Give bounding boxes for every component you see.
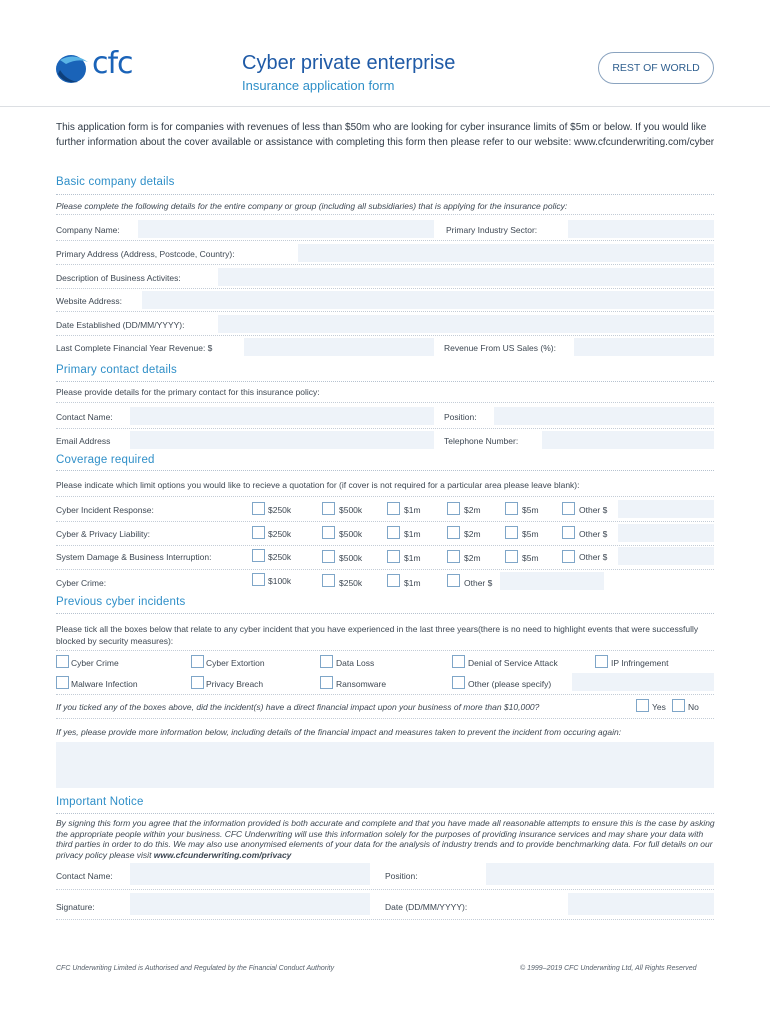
coverage-option-label: Other $ xyxy=(579,505,608,515)
coverage-option-label: $250k xyxy=(339,578,363,588)
row-rule xyxy=(56,521,714,522)
email-label: Email Address xyxy=(56,436,111,446)
section-rule xyxy=(56,613,714,614)
incident-label: Malware Infection xyxy=(71,679,138,689)
notice-body: By signing this form you agree that the information provided is both accurate and complete and that you have made all reasonable attempts to ensure this is the case by asking the appropriate people within your business. CFC Underwriting will use this information solely for the purposes of providing insurance services and may share your data with third parties in order to do this. We may also use anonymised elements of your data for the analysis of industry trends and to provide benchmarking data. For full details on our privacy policy please visit xyxy=(56,818,715,860)
intro-text: This application form is for companies with revenues of less than $50m who are looking for cyber insurance limits of $5m or below. If you would like further information about the cover available or assistance with completing this form then please refer to our website: www.cfcunderwriting.com/cyber xyxy=(56,122,715,148)
coverage-checkbox[interactable] xyxy=(505,502,518,515)
coverage-checkbox[interactable] xyxy=(562,550,575,563)
incident-checkbox-ip-infringement[interactable] xyxy=(595,655,608,668)
footer-copyright: © 1999–2019 CFC Underwriting Ltd, All Rights Reserved xyxy=(520,965,697,972)
section-heading-notice: Important Notice xyxy=(56,796,144,808)
incident-checkbox-cyber-extortion[interactable] xyxy=(191,655,204,668)
impact-yes-checkbox[interactable] xyxy=(636,699,649,712)
incident-checkbox-denial-of-service[interactable] xyxy=(452,655,465,668)
incident-details-textarea[interactable] xyxy=(56,742,714,788)
date-established-label: Date Established (DD/MM/YYYY): xyxy=(56,320,185,330)
sign-contact-name-label: Contact Name: xyxy=(56,871,113,881)
coverage-option-label: $2m xyxy=(464,505,481,515)
row-rule xyxy=(56,214,714,215)
coverage-checkbox[interactable] xyxy=(252,502,265,515)
coverage-option-label: $1m xyxy=(404,553,421,563)
coverage-option-label: $250k xyxy=(268,505,292,515)
coverage-option-label: $500k xyxy=(339,529,363,539)
section-heading-incidents: Previous cyber incidents xyxy=(56,596,186,608)
coverage-checkbox[interactable] xyxy=(322,550,335,563)
details-prompt: If yes, please provide more information below, including details of the financial impact and measures taken to prevent the incident from occuring again: xyxy=(56,727,622,737)
incident-label: IP Infringement xyxy=(611,658,669,668)
us-sales-label: Revenue From US Sales (%): xyxy=(444,343,556,353)
basic-note: Please complete the following details for the entire company or group (including all subsidiaries) that is applying for the insurance policy: xyxy=(56,201,568,211)
sign-date-field[interactable] xyxy=(568,893,714,915)
signature-label: Signature: xyxy=(56,902,95,912)
incident-other-field[interactable] xyxy=(572,673,714,691)
section-rule xyxy=(56,194,714,195)
coverage-option-label: $5m xyxy=(522,505,539,515)
coverage-other-field[interactable] xyxy=(618,547,714,565)
row-rule xyxy=(56,694,714,695)
incident-checkbox-privacy-breach[interactable] xyxy=(191,676,204,689)
coverage-checkbox[interactable] xyxy=(447,550,460,563)
coverage-checkbox[interactable] xyxy=(322,574,335,587)
sign-position-label: Position: xyxy=(385,871,418,881)
section-rule xyxy=(56,813,714,814)
coverage-other-field[interactable] xyxy=(618,500,714,518)
sign-date-label: Date (DD/MM/YYYY): xyxy=(385,902,468,912)
coverage-option-label: Other $ xyxy=(579,529,608,539)
telephone-field[interactable] xyxy=(542,431,714,449)
incident-label: Cyber Crime xyxy=(71,658,119,668)
row-rule xyxy=(56,402,714,403)
coverage-option-label: $5m xyxy=(522,553,539,563)
revenue-label: Last Complete Financial Year Revenue: $ xyxy=(56,343,213,353)
logo-text: cfc xyxy=(92,46,133,81)
row-rule xyxy=(56,311,714,312)
coverage-other-field[interactable] xyxy=(500,572,604,590)
date-established-field[interactable] xyxy=(218,315,714,333)
coverage-note: Please indicate which limit options you would like to recieve a quotation for (if cover is not required for a particular area please leave blank): xyxy=(56,480,580,490)
incidents-note: Please tick all the boxes below that relate to any cyber incident that you have experienced in the last three years(there is no need to highlight events that were successfully blocked by security measures): xyxy=(56,624,699,646)
contact-note: Please provide details for the primary contact for this insurance policy: xyxy=(56,387,320,397)
incident-checkbox-ransomware[interactable] xyxy=(320,676,333,689)
coverage-checkbox[interactable] xyxy=(505,550,518,563)
incident-checkbox-data-loss[interactable] xyxy=(320,655,333,668)
sign-contact-name-field[interactable] xyxy=(130,863,370,885)
cfc-logo-mark xyxy=(54,50,94,86)
incident-label: Ransomware xyxy=(336,679,387,689)
row-rule xyxy=(56,288,714,289)
email-field[interactable] xyxy=(130,431,434,449)
address-label: Primary Address (Address, Postcode, Country): xyxy=(56,249,235,259)
coverage-option-label: $250k xyxy=(268,552,292,562)
coverage-option-label: Other $ xyxy=(579,552,608,562)
incident-checkbox-cyber-crime[interactable] xyxy=(56,655,69,668)
coverage-checkbox[interactable] xyxy=(387,550,400,563)
incident-label: Cyber Extortion xyxy=(206,658,265,668)
telephone-label: Telephone Number: xyxy=(444,436,519,446)
footer-regulation: CFC Underwriting Limited is Authorised and Regulated by the Financial Conduct Authority xyxy=(56,965,335,972)
header-divider xyxy=(0,106,770,107)
address-field[interactable] xyxy=(298,244,714,262)
coverage-checkbox[interactable] xyxy=(447,502,460,515)
signature-field[interactable] xyxy=(130,893,370,915)
incident-label: Denial of Service Attack xyxy=(468,658,558,668)
position-field[interactable] xyxy=(494,407,714,425)
section-heading-basic: Basic company details xyxy=(56,176,175,188)
notice-text xyxy=(56,818,716,860)
website-label: Website Address: xyxy=(56,296,122,306)
coverage-row-label: Cyber Incident Response: xyxy=(56,505,154,515)
page-title: Cyber private enterprise xyxy=(242,52,456,74)
website-field[interactable] xyxy=(142,291,714,309)
privacy-link[interactable]: www.cfcunderwriting.com/privacy xyxy=(153,849,292,860)
coverage-option-label: $1m xyxy=(404,578,421,588)
description-label: Description of Business Activites: xyxy=(56,273,181,283)
row-rule xyxy=(56,335,714,336)
coverage-option-label: $2m xyxy=(464,529,481,539)
row-rule xyxy=(56,240,714,241)
row-rule xyxy=(56,428,714,429)
coverage-checkbox[interactable] xyxy=(322,526,335,539)
coverage-checkbox[interactable] xyxy=(322,502,335,515)
row-rule xyxy=(56,650,714,651)
page-subtitle: Insurance application form xyxy=(242,78,395,93)
row-rule xyxy=(56,545,714,546)
coverage-row-label: System Damage & Business Interruption: xyxy=(56,552,212,562)
coverage-option-label: $500k xyxy=(339,553,363,563)
coverage-checkbox[interactable] xyxy=(505,526,518,539)
coverage-option-label: $1m xyxy=(404,505,421,515)
coverage-option-label: $1m xyxy=(404,529,421,539)
coverage-checkbox[interactable] xyxy=(447,574,460,587)
industry-field[interactable] xyxy=(568,220,714,238)
coverage-checkbox[interactable] xyxy=(387,574,400,587)
incident-label: Data Loss xyxy=(336,658,375,668)
coverage-row-label: Cyber Crime: xyxy=(56,578,107,588)
coverage-checkbox[interactable] xyxy=(252,549,265,562)
incident-label: Privacy Breach xyxy=(206,679,264,689)
section-rule xyxy=(56,381,714,382)
contact-name-label: Contact Name: xyxy=(56,412,113,422)
coverage-checkbox[interactable] xyxy=(387,526,400,539)
coverage-option-label: $5m xyxy=(522,529,539,539)
us-sales-field[interactable] xyxy=(574,338,714,356)
coverage-checkbox[interactable] xyxy=(387,502,400,515)
region-button[interactable]: REST OF WORLD xyxy=(598,52,714,84)
industry-label: Primary Industry Sector: xyxy=(446,225,538,235)
coverage-checkbox[interactable] xyxy=(562,526,575,539)
impact-no-label: No xyxy=(688,702,699,712)
row-rule xyxy=(56,569,714,570)
company-name-label: Company Name: xyxy=(56,225,120,235)
coverage-option-label: Other $ xyxy=(464,578,493,588)
coverage-checkbox[interactable] xyxy=(447,526,460,539)
coverage-option-label: $100k xyxy=(268,576,292,586)
section-rule xyxy=(56,470,714,471)
row-rule xyxy=(56,889,714,890)
coverage-option-label: $250k xyxy=(268,529,292,539)
row-rule xyxy=(56,718,714,719)
incident-checkbox-malware[interactable] xyxy=(56,676,69,689)
row-rule xyxy=(56,496,714,497)
incident-checkbox-other[interactable] xyxy=(452,676,465,689)
contact-name-field[interactable] xyxy=(130,407,434,425)
coverage-checkbox[interactable] xyxy=(252,526,265,539)
section-heading-contact: Primary contact details xyxy=(56,364,177,376)
coverage-option-label: $2m xyxy=(464,553,481,563)
impact-yes-label: Yes xyxy=(652,702,666,712)
description-field[interactable] xyxy=(218,268,714,286)
coverage-row-label: Cyber & Privacy Liability: xyxy=(56,529,151,539)
impact-question: If you ticked any of the boxes above, did the incident(s) have a direct financial impact upon your business of more than $10,000? xyxy=(56,702,540,712)
coverage-option-label: $500k xyxy=(339,505,363,515)
company-name-field[interactable] xyxy=(138,220,434,238)
section-heading-coverage: Coverage required xyxy=(56,454,155,466)
position-label: Position: xyxy=(444,412,477,422)
impact-no-checkbox[interactable] xyxy=(672,699,685,712)
incident-label: Other (please specify) xyxy=(468,679,552,689)
coverage-other-field[interactable] xyxy=(618,524,714,542)
revenue-field[interactable] xyxy=(244,338,434,356)
sign-position-field[interactable] xyxy=(486,863,714,885)
coverage-checkbox[interactable] xyxy=(252,573,265,586)
coverage-checkbox[interactable] xyxy=(562,502,575,515)
row-rule xyxy=(56,919,714,920)
row-rule xyxy=(56,264,714,265)
